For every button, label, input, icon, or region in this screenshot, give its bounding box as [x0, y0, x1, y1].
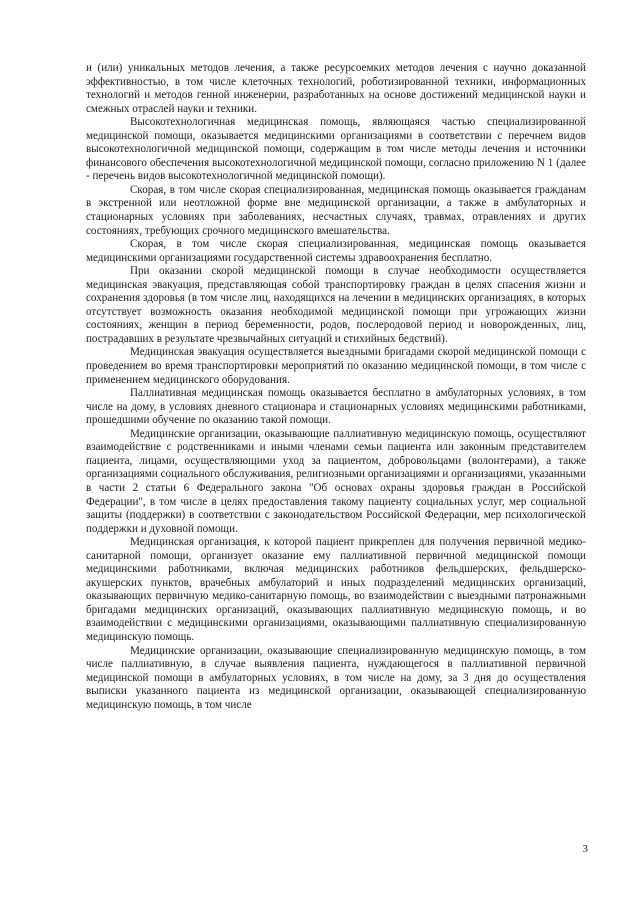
document-page	[86, 62, 586, 712]
paragraph-4: Скорая, в том числе скорая специализированная, медицинская помощь оказывается медицинскими организациями государственной системы здравоохранения бесплатно.	[86, 238, 586, 264]
page-number: 3	[582, 843, 588, 855]
paragraph-8: Медицинские организации, оказывающие паллиативную медицинскую помощь, осуществляют взаимодействие с родственниками и иными членами семьи пациента или законным представителем пациента, лицами, осуществляющими уход за пациентом, добровольцами (волонтерами), а также организациями социального обслуживания, религиозными организациями и организациями, указанными в части 2 статьи 6 Федерального закона "Об основах охраны здоровья граждан в Российской Федерации", в том числе в целях предоставления такому пациенту социальных услуг, мер социальной защиты (поддержки) в соответствии с законодательством Российской Федерации, мер психологической поддержки и духовной помощи.	[86, 427, 586, 535]
paragraph-1: и (или) уникальных методов лечения, а также ресурсоемких методов лечения с научно доказанной эффективностью, в том числе клеточных технологий, роботизированной техники, информационных технологий и методов генной инженерии, разработанных на основе достижений медицинской науки и смежных отраслей науки и техники.	[86, 62, 586, 115]
paragraph-5: При оказании скорой медицинской помощи в случае необходимости осуществляется медицинская эвакуация, представляющая собой транспортировку граждан в целях спасения жизни и сохранения здоровья (в том числе лиц, находящихся на лечении в медицинских организациях, в которых отсутствует возможность оказания необходимой медицинской помощи при угрожающих жизни состояниях, женщин в период беременности, родов, послеродовой период и новорожденных, лиц, пострадавших в результате чрезвычайных ситуаций и стихийных бедствий).	[86, 265, 586, 345]
paragraph-10: Медицинские организации, оказывающие специализированную медицинскую помощь, в том числе паллиативную, в случае выявления пациента, нуждающегося в паллиативной первичной медицинской помощи в амбулаторных условиях, в том числе на дому, за 3 дня до осуществления выписки указанного пациента из медицинской организации, оказывающей специализированную медицинскую помощь, в том числе	[86, 644, 586, 711]
paragraph-7: Паллиативная медицинская помощь оказывается бесплатно в амбулаторных условиях, в том числе на дому, в условиях дневного стационара и стационарных условиях медицинскими работниками, прошедшими обучение по оказанию такой помощи.	[86, 387, 586, 427]
paragraph-2: Высокотехнологичная медицинская помощь, являющаяся частью специализированной медицинской помощи, оказывается медицинскими организациями в соответствии с перечнем видов высокотехнологичной медицинской помощи, содержащим в том числе методы лечения и источники финансового обеспечения высокотехнологичной медицинской помощи, согласно приложению N 1 (далее - перечень видов высокотехнологичной медицинской помощи).	[86, 116, 586, 183]
paragraph-9: Медицинская организация, к которой пациент прикреплен для получения первичной медико-санитарной помощи, организует оказание ему паллиативной первичной медицинской помощи медицинскими работниками, включая медицинских работников фельдшерских, фельдшерско-акушерских пунктов, врачебных амбулаторий и иных подразделений медицинских организаций, оказывающих первичную медико-санитарную помощь, во взаимодействии с выездными патронажными бригадами медицинских организаций, оказывающих паллиативную медицинскую помощь, и во взаимодействии с медицинскими организациями, оказывающими паллиативную специализированную медицинскую помощь.	[86, 536, 586, 643]
paragraph-3: Скорая, в том числе скорая специализированная, медицинская помощь оказывается гражданам в экстренной или неотложной форме вне медицинской организации, а также в амбулаторных и стационарных условиях при заболеваниях, несчастных случаях, травмах, отравлениях и других состояниях, требующих срочного медицинского вмешательства.	[86, 183, 586, 237]
paragraph-6: Медицинская эвакуация осуществляется выездными бригадами скорой медицинской помощи с проведением во время транспортировки мероприятий по оказанию медицинской помощи, в том числе с применением медицинского оборудования.	[86, 346, 586, 386]
